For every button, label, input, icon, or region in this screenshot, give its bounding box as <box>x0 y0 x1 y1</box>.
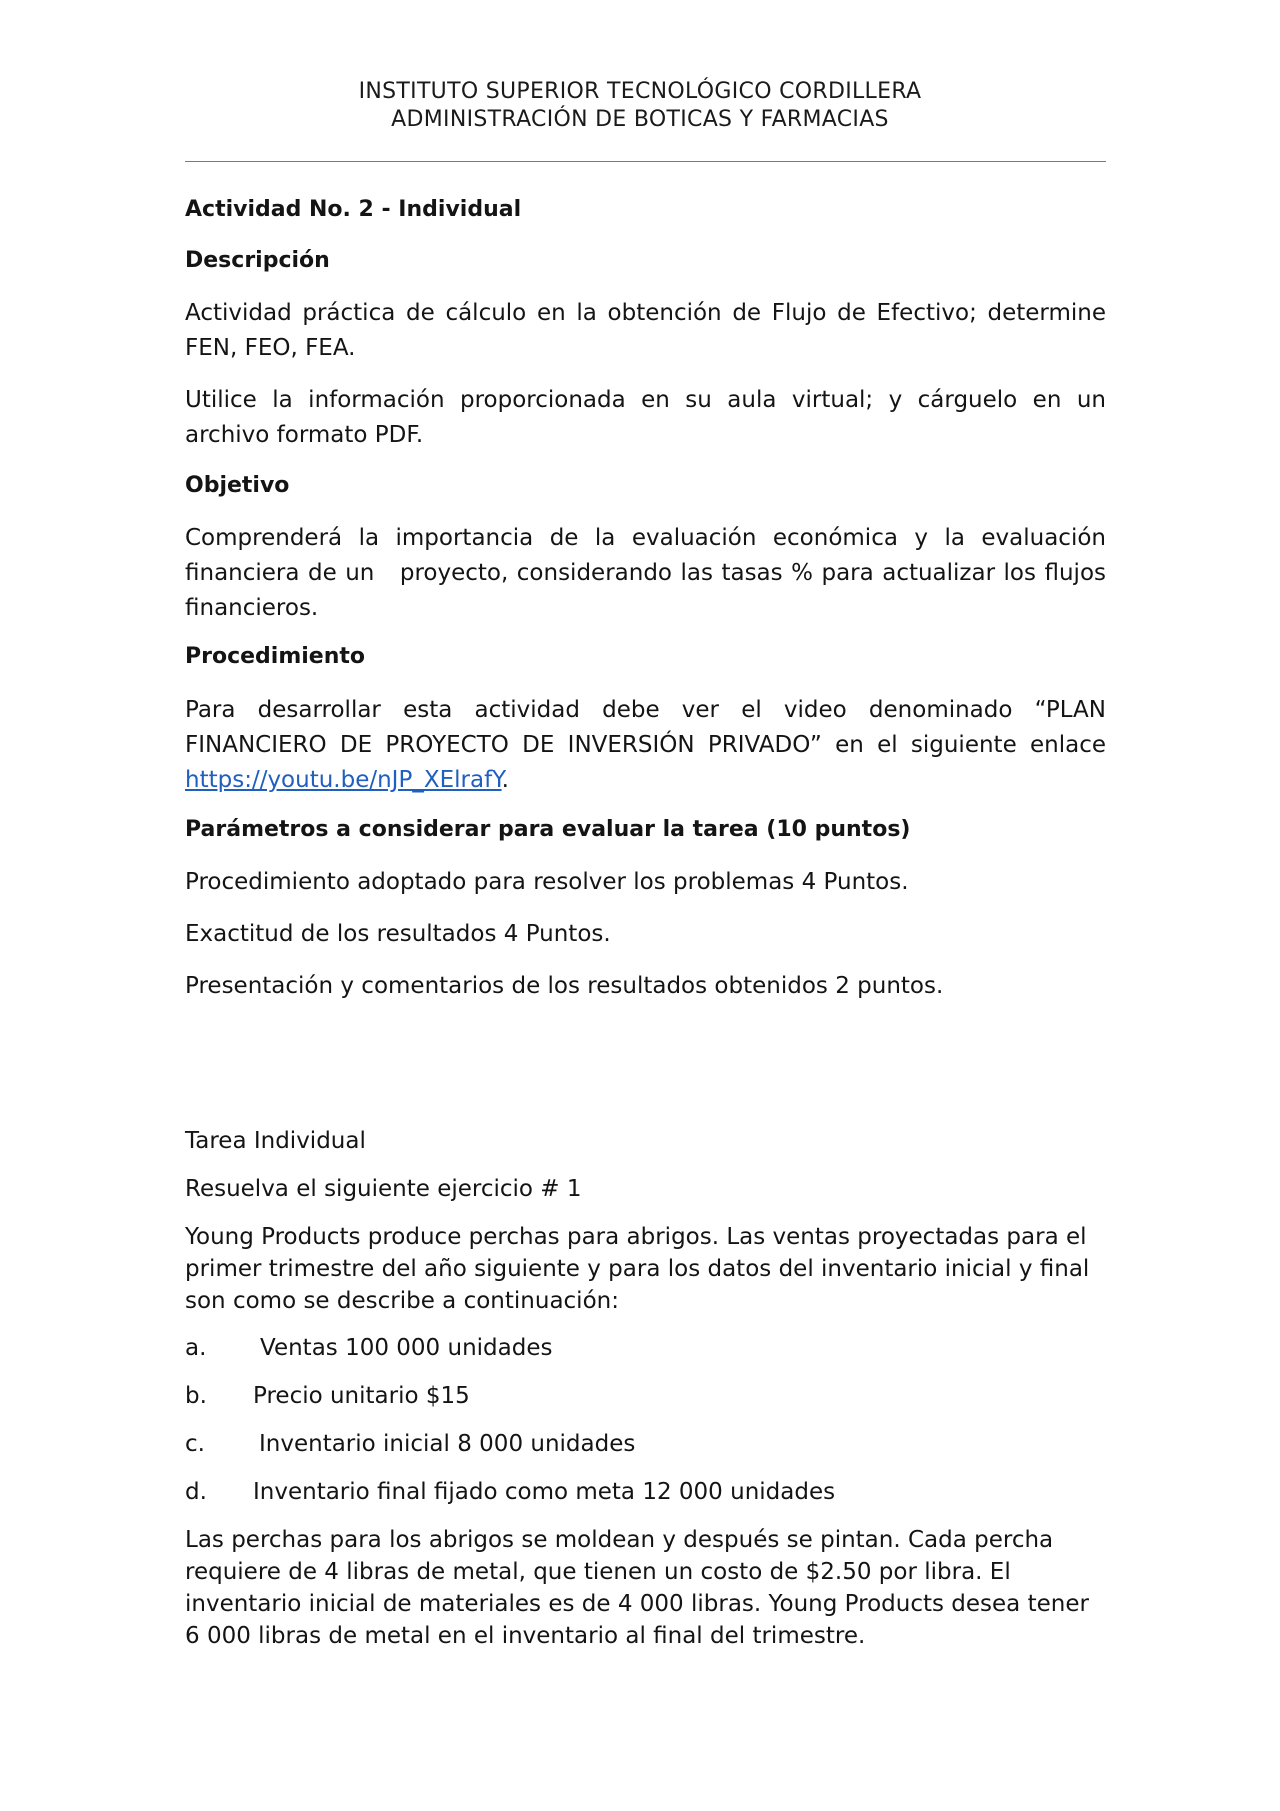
objective-block <box>185 471 1106 501</box>
params-item: Presentación y comentarios de los resultados obtenidos 2 puntos. <box>185 973 944 999</box>
activity-section <box>185 195 1106 225</box>
list-text: Ventas 100 000 unidades <box>260 1335 553 1361</box>
description-paragraph-2: Utilice la información proporcionada en su aula virtual; y cárguelo en un archivo formato PDF. <box>185 387 1106 448</box>
video-link[interactable]: https://youtu.be/nJP_XElrafY <box>185 767 502 793</box>
params-item: Exactitud de los resultados 4 Puntos. <box>185 921 611 947</box>
document-header <box>0 78 1280 134</box>
objective-heading: Objetivo <box>185 473 290 498</box>
task-title-wrap <box>185 1125 1106 1157</box>
task-intro-wrap <box>185 1221 1106 1317</box>
list-marker: a. <box>185 1335 207 1361</box>
params-item-3-wrap <box>185 970 1106 1002</box>
objective-text: Comprenderá la importancia de la evaluación económica y la evaluación financiera de un proyecto, considerando las tasas % para actualizar los flujos financieros. <box>185 525 1114 621</box>
list-marker: b. <box>185 1383 207 1409</box>
description-paragraph-1: Actividad práctica de cálculo en la obtención de Flujo de Efectivo; determine FEN, FEO, FEA. <box>185 300 1106 361</box>
procedure-end: . <box>501 767 509 793</box>
list-item <box>185 1379 1106 1413</box>
task-closing-wrap <box>185 1524 1106 1652</box>
task-list <box>185 1331 1106 1509</box>
list-marker: d. <box>185 1479 207 1505</box>
program-name: ADMINISTRACIÓN DE BOTICAS Y FARMACIAS <box>391 107 889 132</box>
params-item: Procedimiento adoptado para resolver los problemas 4 Puntos. <box>185 869 909 895</box>
procedure-text: Para desarrollar esta actividad debe ver el video denominado “PLAN FINANCIERO DE PROYECTO DE INVERSIÓN PRIVADO” en el siguiente enlace <box>185 697 1106 758</box>
procedure-text-wrap <box>185 693 1106 798</box>
header-divider <box>185 161 1106 162</box>
activity-title: Actividad No. 2 - Individual <box>185 197 522 222</box>
list-text: Precio unitario $15 <box>253 1383 470 1409</box>
task-title: Tarea Individual <box>185 1128 366 1154</box>
params-block <box>185 815 1106 845</box>
procedure-block <box>185 642 1106 672</box>
list-text: Inventario inicial 8 000 unidades <box>259 1431 636 1457</box>
list-item <box>185 1475 1106 1509</box>
params-item-2-wrap <box>185 918 1106 950</box>
procedure-heading: Procedimiento <box>185 644 366 669</box>
list-item <box>185 1427 1106 1461</box>
description-heading: Descripción <box>185 248 330 273</box>
task-intro: Young Products produce perchas para abrigos. Las ventas proyectadas para el primer trimestre del año siguiente y para los datos del inventario inicial y final son como se describe a continuación: <box>185 1224 1090 1314</box>
task-exercise: Resuelva el siguiente ejercicio # 1 <box>185 1176 582 1202</box>
params-heading: Parámetros a considerar para evaluar la tarea (10 puntos) <box>185 817 911 842</box>
task-exercise-wrap <box>185 1173 1106 1205</box>
description-block <box>185 246 1106 276</box>
objective-text-wrap <box>185 521 1114 626</box>
list-marker: c. <box>185 1431 205 1457</box>
procedure-paragraph <box>185 693 1106 798</box>
list-text: Inventario final fijado como meta 12 000 unidades <box>253 1479 836 1505</box>
description-paragraph-2-wrap <box>185 383 1106 453</box>
institute-name: INSTITUTO SUPERIOR TECNOLÓGICO CORDILLERA <box>358 79 922 104</box>
list-item <box>185 1331 1106 1365</box>
params-item-1-wrap <box>185 866 1106 898</box>
description-paragraph-1-wrap <box>185 296 1106 366</box>
task-closing: Las perchas para los abrigos se moldean y después se pintan. Cada percha requiere de 4 libras de metal, que tienen un costo de $2.50 por libra. El inventario inicial de materiales es de 4 000 libras. Young Products desea tener 6 000 libras de metal en el inventario al final del trimestre. <box>185 1527 1089 1649</box>
